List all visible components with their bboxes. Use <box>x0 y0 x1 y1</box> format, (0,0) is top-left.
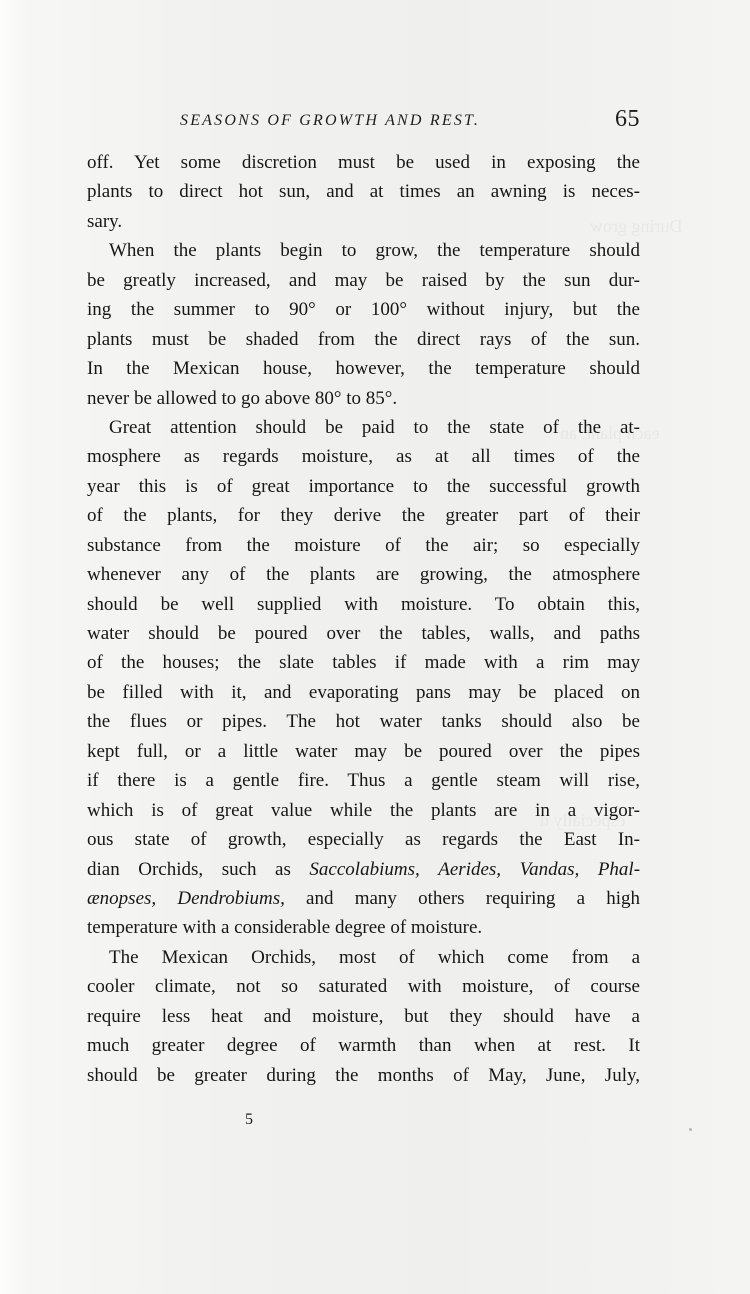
text-line: sary. <box>87 210 123 232</box>
text-line: substance from the moisture of the air; so especially <box>87 534 640 556</box>
italic-plant-name: Vandas, <box>519 858 580 880</box>
text-line-with-italic-names: ænopses, Dendrobiums, and many others requiring a high <box>87 887 640 909</box>
text-line: require less heat and moisture, but they should have a <box>87 1005 640 1027</box>
italic-plant-name: Saccolabiums, <box>309 858 420 880</box>
text-line: plants to direct hot sun, and at times an awning is neces- <box>87 181 640 203</box>
running-head: SEASONS OF GROWTH AND REST. <box>180 112 481 129</box>
text-line: cooler climate, not so saturated with moisture, of course <box>87 976 640 998</box>
text-line: mosphere as regards moisture, as at all times of the <box>87 446 640 468</box>
text-line: off. Yet some discretion must be used in exposing the <box>87 152 640 173</box>
text-line: plants must be shaded from the direct rays of the sun. <box>87 328 640 350</box>
body-text <box>87 148 640 1090</box>
text-line: kept full, or a little water may be poured over the pipes <box>87 740 640 762</box>
italic-plant-name: ænopses, <box>87 887 157 909</box>
italic-plant-name: Dendrobiums, <box>177 887 285 909</box>
text-line: if there is a gentle fire. Thus a gentle steam will rise, <box>87 770 640 792</box>
text-line-with-italic-names: dian Orchids, such as Saccolabiums, Aerides, Vandas, Phal- <box>87 858 641 880</box>
text-line: be filled with it, and evaporating pans may be placed on <box>87 681 640 703</box>
text-line: the flues or pipes. The hot water tanks should also be <box>87 711 640 733</box>
page-number: 65 <box>615 106 640 132</box>
text-line: should be greater during the months of May, June, July, <box>87 1064 640 1086</box>
text-line: When the plants begin to grow, the temperature should <box>109 240 640 262</box>
text-line: never be allowed to go above 80° to 85°. <box>87 387 398 409</box>
text-line: ous state of growth, especially as regards the East In- <box>87 829 640 851</box>
text-line: In the Mexican house, however, the temperature should <box>87 358 640 380</box>
paper-speck <box>689 1128 692 1131</box>
text-line: should be well supplied with moisture. To obtain this, <box>87 593 640 615</box>
page-edge-shade <box>0 0 28 1294</box>
text-line: much greater degree of warmth than when at rest. It <box>87 1035 640 1057</box>
text-line: of the plants, for they derive the greater part of their <box>87 505 640 527</box>
text-line: temperature with a considerable degree of moisture. <box>87 917 483 939</box>
text-line: of the houses; the slate tables if made with a rim may <box>87 652 640 674</box>
text-line: which is of great value while the plants are in a vigor- <box>87 799 640 821</box>
signature-mark: 5 <box>245 1111 253 1128</box>
italic-plant-name: Aerides, <box>438 858 502 880</box>
italic-plant-name: Phal- <box>597 858 641 880</box>
text-line: water should be poured over the tables, walls, and paths <box>87 623 640 644</box>
text-line: The Mexican Orchids, most of which come from a <box>109 946 640 968</box>
page-header <box>87 108 640 138</box>
text-line: year this is of great importance to the successful growth <box>87 475 640 497</box>
text-line: be greatly increased, and may be raised by the sun dur- <box>87 269 640 291</box>
text-line: Great attention should be paid to the state of the at- <box>109 416 640 438</box>
text-line: whenever any of the plants are growing, the atmosphere <box>87 564 640 586</box>
text-line: ing the summer to 90° or 100° without injury, but the <box>87 299 640 321</box>
